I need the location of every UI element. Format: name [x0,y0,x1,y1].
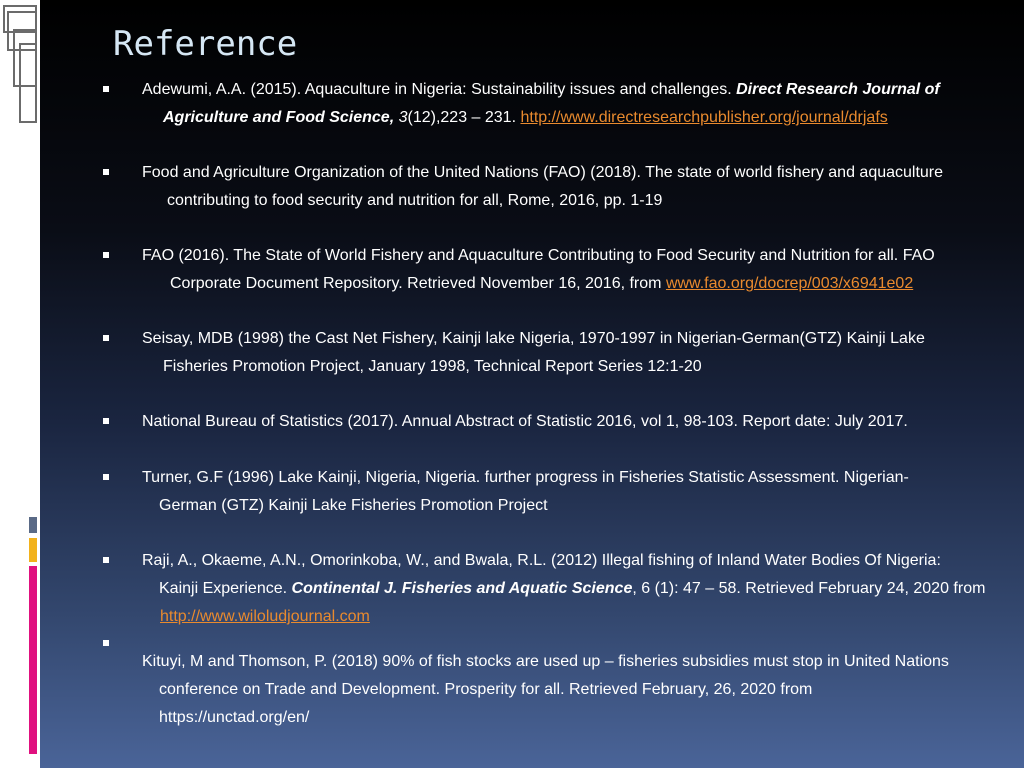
journal-title: Continental J. Fisheries and Aquatic Science [291,580,633,597]
bullet-icon [103,86,109,92]
reference-item-5 [142,408,1014,436]
reference-text: FAO (2016). The State of World Fishery and Aquaculture Contributing to Food Security and Nutrition for all. FAO [142,247,935,264]
reference-link[interactable]: http://www.directresearchpublisher.org/journal/drjafs [520,109,888,126]
bullet-icon [103,335,109,341]
bullet-icon [103,252,109,258]
reference-link[interactable]: http://www.wiloludjournal.com [160,608,370,625]
reference-text: Adewumi, A.A. (2015). Aquaculture in Nigeria: Sustainability issues and challenges. [142,81,737,98]
reference-text: Turner, G.F (1996) Lake Kainji, Nigeria, Nigeria. further progress in Fisheries Statistic Assessment. Nigerian- [142,469,909,486]
bullet-icon [103,474,109,480]
reference-item-4 [142,325,1014,381]
reference-item-6 [142,464,1014,520]
journal-title: Direct Research Journal of [736,81,940,98]
reference-text: Raji, A., Okaeme, A.N., Omorinkoba, W., and Bwala, R.L. (2012) Illegal fishing of Inland Water Bodies Of Nigeria: [142,552,941,569]
reference-text: (12),223 – 231. [407,109,521,126]
reference-text: Fisheries Promotion Project, January 1998, Technical Report Series 12:1-20 [163,358,702,375]
decorative-frames-icon [0,0,40,130]
accent-bar-yellow [29,538,37,562]
reference-text: Corporate Document Repository. Retrieved November 16, 2016, from [170,275,666,292]
reference-text: conference on Trade and Development. Prosperity for all. Retrieved February, 26, 2020 from [159,681,813,698]
bullet-icon [103,557,109,563]
bullet-icon [103,640,109,646]
reference-text: https://unctad.org/en/ [159,709,310,726]
reference-text: Kainji Experience. [159,580,292,597]
volume: 3 [394,109,408,126]
bullet-icon [103,418,109,424]
bullet-icon [103,169,109,175]
reference-item-3 [142,242,1014,298]
reference-text: German (GTZ) Kainji Lake Fisheries Promotion Project [159,497,548,514]
accent-bar-slate [29,517,37,533]
accent-bar-pink [29,566,37,754]
reference-text: , 6 (1): 47 – 58. Retrieved February 24, 2020 from [632,580,986,597]
reference-link[interactable]: www.fao.org/docrep/003/x6941e02 [665,275,914,292]
reference-item-7 [142,547,1014,631]
reference-text: contributing to food security and nutrition for all, Rome, 2016, pp. 1-19 [167,192,663,209]
reference-item-8 [142,648,1014,732]
journal-title: Agriculture and Food Science, [163,109,395,126]
reference-text: National Bureau of Statistics (2017). Annual Abstract of Statistic 2016, vol 1, 98-103. Report date: July 2017. [142,413,908,430]
reference-item-1 [142,76,1014,132]
reference-text: Seisay, MDB (1998) the Cast Net Fishery, Kainji lake Nigeria, 1970-1997 in Nigerian-German(GTZ) Kainji Lake [142,330,925,347]
reference-text: Food and Agriculture Organization of the United Nations (FAO) (2018). The state of world fishery and aquaculture [142,164,944,181]
slide-title: Reference [113,24,298,64]
reference-text: Kituyi, M and Thomson, P. (2018) 90% of fish stocks are used up – fisheries subsidies must stop in United Nations [142,653,949,670]
reference-item-2 [142,159,1014,215]
